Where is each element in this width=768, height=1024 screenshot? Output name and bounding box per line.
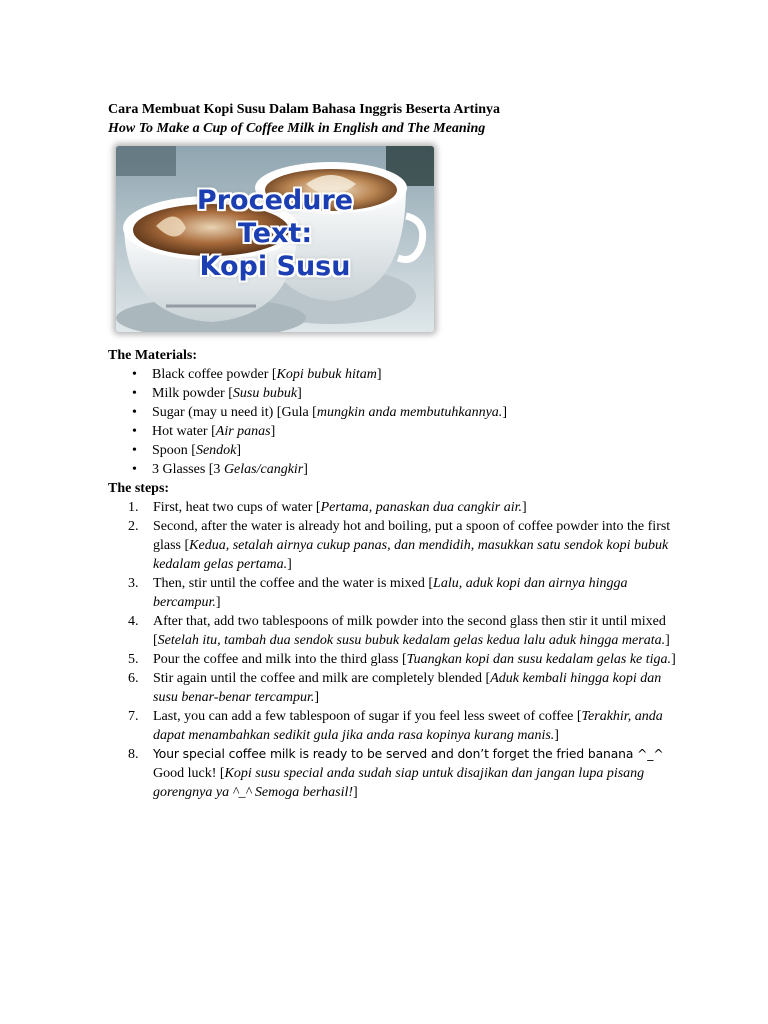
material-bracket: ] [376,367,382,382]
step-translation: Kedua, setalah airnya cukup panas, dan mendidih, masukkan satu sendok kopi bubuk kedalam gelas pertama. [153,538,669,572]
figure-line-kopi-susu: Kopi Susu [199,251,351,282]
list-item [132,365,688,384]
material-text: Spoon [ [152,443,196,458]
step-translation: Tuangkan kopi dan susu kedalam gelas ke tiga. [406,652,672,667]
step-text: Then, stir until the coffee and the water is mixed [ [153,576,434,591]
steps-heading: The steps: [108,481,170,496]
material-translation: mungkin anda membutuhkannya. [316,405,503,420]
list-item [128,707,688,745]
material-bracket: ] [270,424,276,439]
step-bracket: ] [287,557,292,572]
materials-list [108,365,688,479]
step-number: 8. [128,747,139,762]
list-item [132,441,688,460]
step-text: Pour the coffee and milk into the third glass [ [153,652,407,667]
bullet-icon: • [132,443,137,458]
step-number: 2. [128,519,139,534]
material-translation: Susu bubuk [232,386,298,401]
step-translation: Terakhir, anda dapat menambahkan sedikit gula jika anda rasa kopinya kurang manis. [153,709,663,743]
document-subtitle: How To Make a Cup of Coffee Milk in English and The Meaning [108,121,486,136]
materials-heading: The Materials: [108,348,198,363]
material-text: Milk powder [ [152,386,233,401]
step-number: 7. [128,709,139,724]
list-item [132,460,688,479]
bullet-icon: • [132,386,137,401]
step-text: Good luck! [ [153,766,225,781]
list-item [132,384,688,403]
material-text: Hot water [ [152,424,216,439]
step-text: After that, add two tablespoons of milk powder into the second glass then stir it until mixed [ [153,614,666,648]
step-bracket: ] [671,652,676,667]
material-translation: Sendok [195,443,237,458]
material-translation: Gelas/cangkir [223,462,304,477]
list-item [128,574,688,612]
step-number: 6. [128,671,139,686]
material-translation: Air panas [215,424,271,439]
step-translation: Pertama, panaskan dua cangkir air. [320,500,523,515]
document-title: Cara Membuat Kopi Susu Dalam Bahasa Inggris Beserta Artinya [108,102,501,117]
bullet-icon: • [132,405,137,420]
step-bracket: ] [522,500,527,515]
bullet-icon: • [132,462,137,477]
step-translation: Aduk kembali hingga kopi dan susu benar-benar tercampur. [153,671,662,705]
bullet-icon: • [132,367,137,382]
step-bracket: ] [665,633,670,648]
step-number: 5. [128,652,139,667]
step-text-served: Your special coffee milk is ready to be served and don’t forget the fried banana ^_^ [153,747,664,761]
list-item [128,669,688,707]
figure-line-text: Text: [237,218,313,249]
list-item [128,517,688,574]
material-text: Black coffee powder [ [152,367,277,382]
step-text: Second, after the water is already hot and boiling, put a spoon of coffee powder into the first glass [ [153,519,671,553]
list-item [128,498,688,517]
list-item [128,745,688,802]
step-translation: Kopi susu special anda sudah siap untuk disajikan dan jangan lupa pisang gorengnya ya ^_^ Semoga berhasil! [153,766,645,800]
step-text: First, heat two cups of water [ [153,500,321,515]
list-item [132,403,688,422]
procedure-text-overlay [116,184,434,283]
document-page [108,100,688,802]
step-number: 4. [128,614,139,629]
material-bracket: ] [297,386,302,401]
figure-line-procedure: Procedure [196,185,354,216]
procedure-text-image [116,146,434,332]
material-text: Sugar (may u need it) [Gula [ [152,405,317,420]
step-bracket: ] [353,785,358,800]
material-bracket: ] [502,405,507,420]
step-number: 3. [128,576,139,591]
steps-list [108,498,688,802]
list-item [132,422,688,441]
step-bracket: ] [215,595,221,610]
step-text: Stir again until the coffee and milk are completely blended [ [153,671,491,686]
step-bracket: ] [554,728,559,743]
material-bracket: ] [303,462,308,477]
material-text: 3 Glasses [3 [152,462,224,477]
list-item [128,650,688,669]
step-text: Last, you can add a few tablespoon of sugar if you feel less sweet of coffee [ [153,709,582,724]
step-translation: Setelah itu, tambah dua sendok susu bubuk kedalam gelas kedua lalu aduk hingga merata. [157,633,666,648]
step-translation: Lalu, aduk kopi dan airnya hingga bercampur. [153,576,628,610]
material-translation: Kopi bubuk hitam [276,367,377,382]
list-item [128,612,688,650]
step-bracket: ] [314,690,320,705]
material-bracket: ] [236,443,242,458]
bullet-icon: • [132,424,137,439]
step-number: 1. [128,500,139,515]
